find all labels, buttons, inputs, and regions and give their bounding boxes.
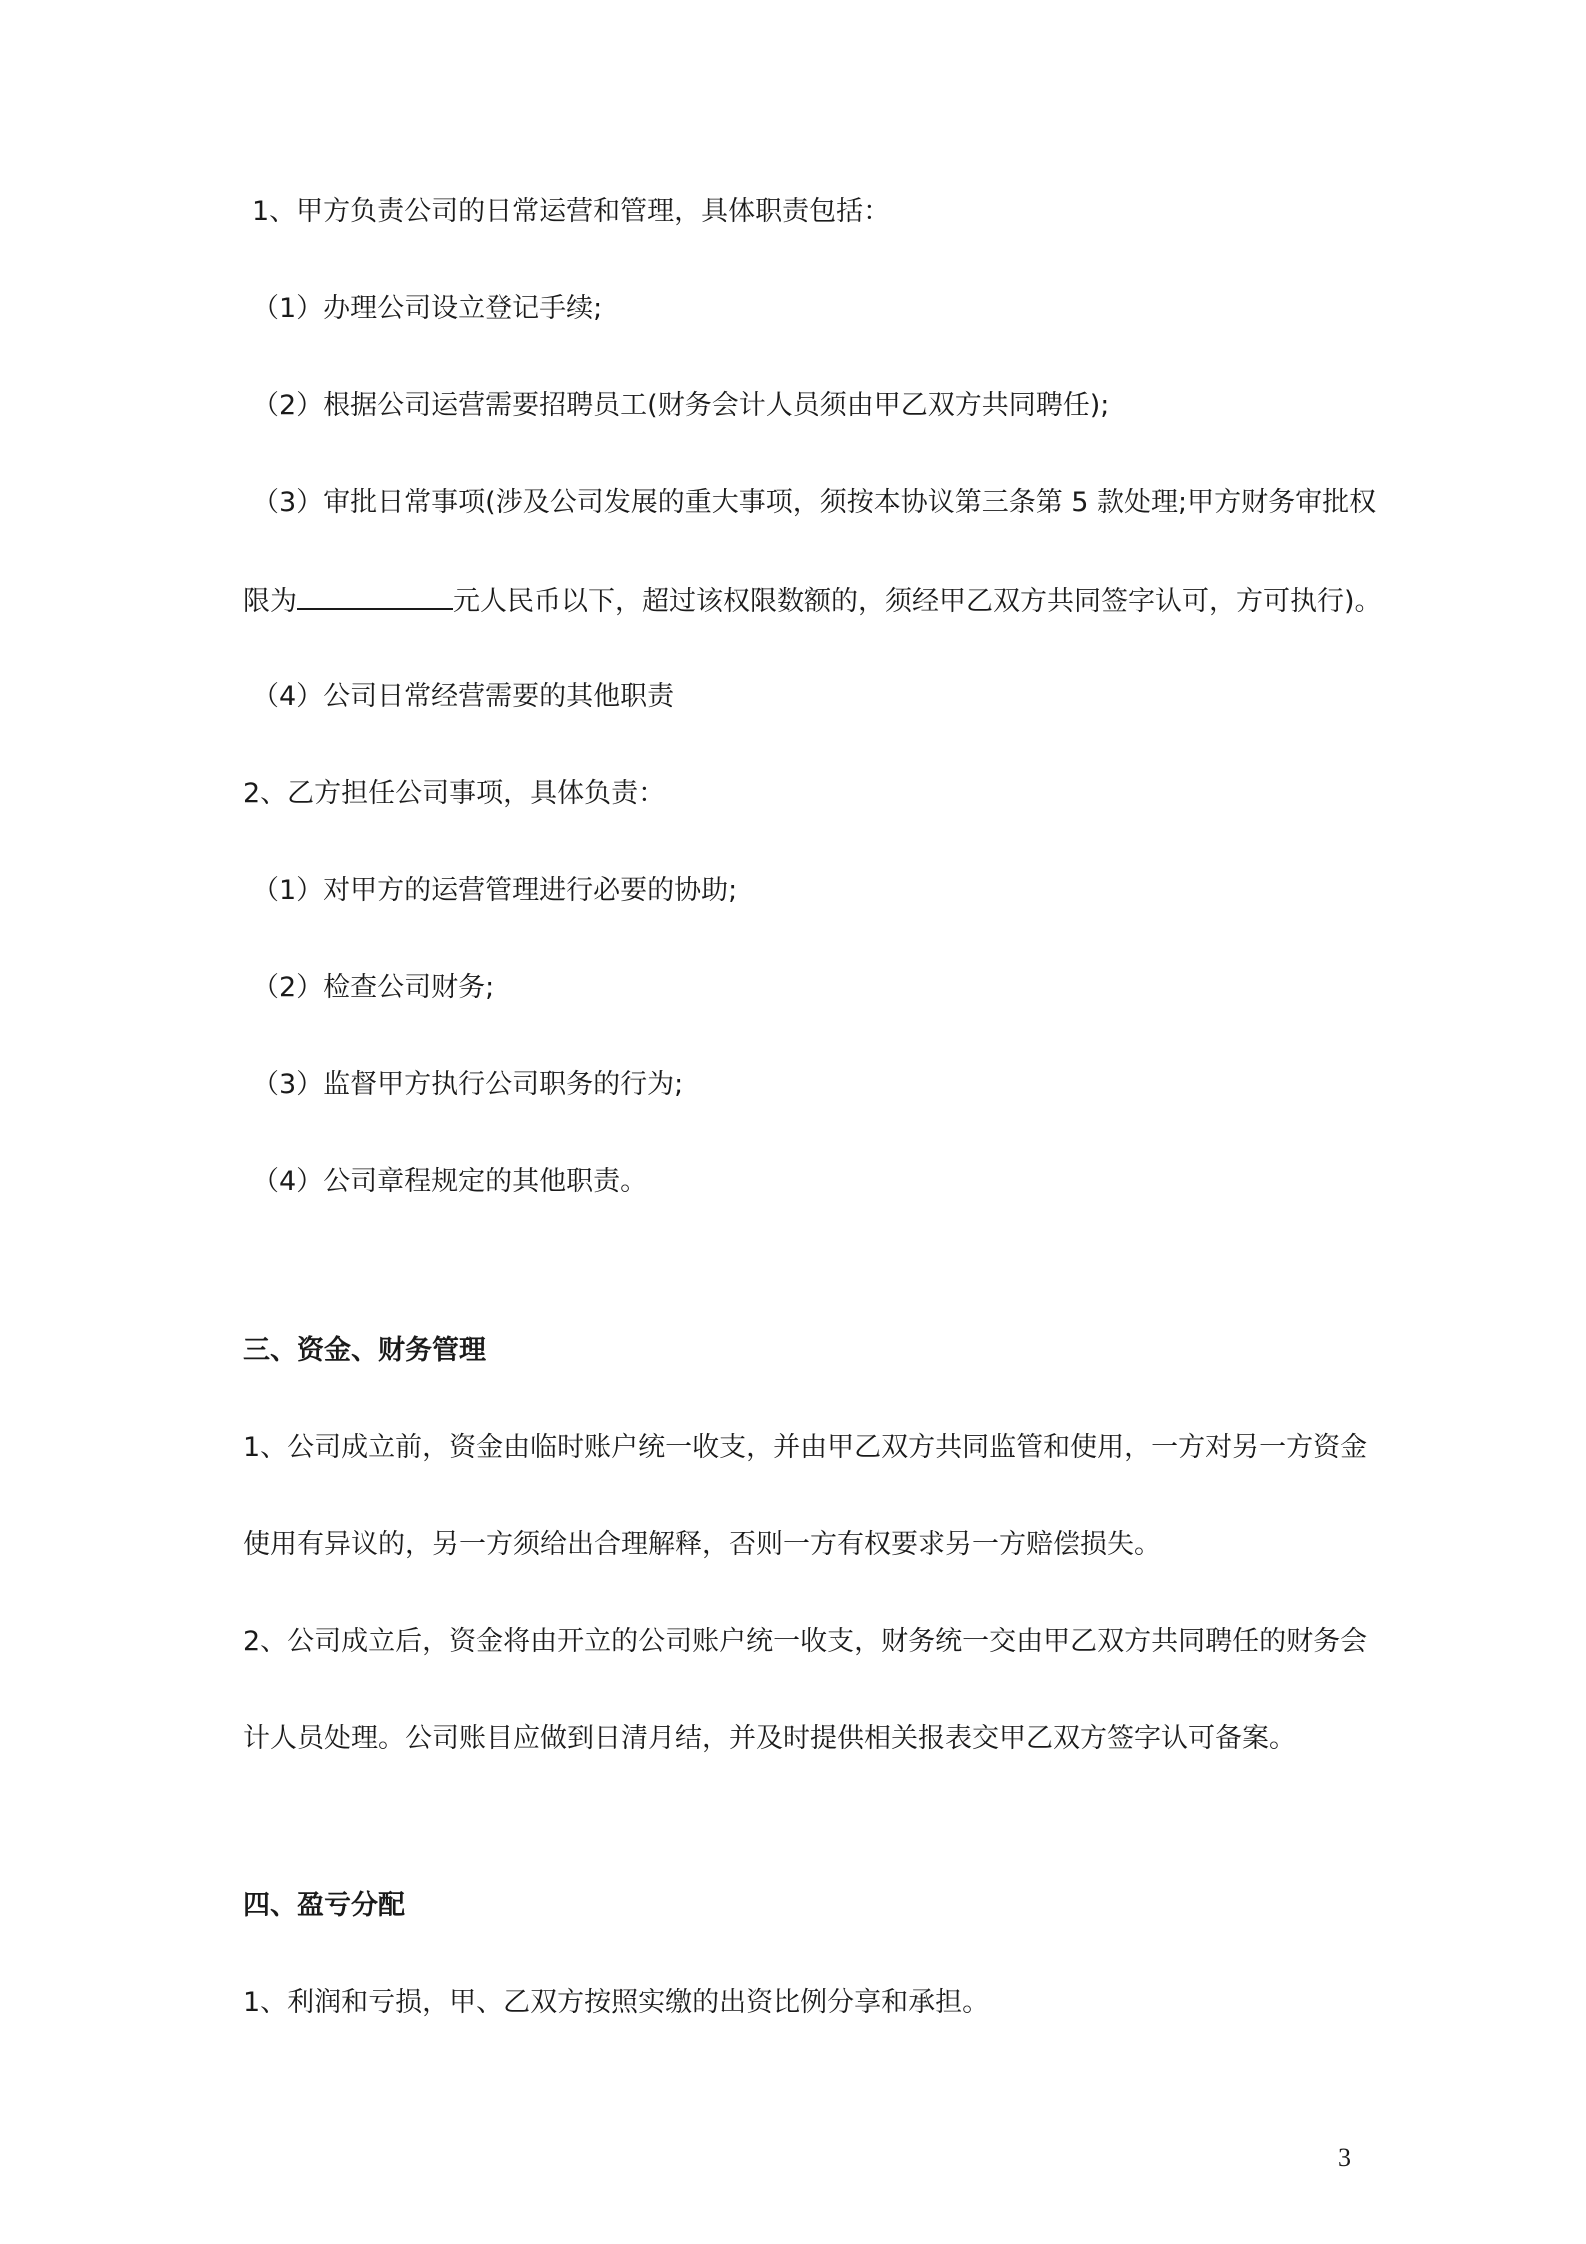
party-b-item-1: （1）对甲方的运营管理进行必要的协助; (252, 875, 738, 906)
party-b-item-2: （2）检查公司财务; (252, 972, 495, 1003)
section-4-heading: 四、盈亏分配 (243, 1890, 405, 1921)
section-3-paragraph-1-line-2: 使用有异议的，另一方须给出合理解释，否则一方有权要求另一方赔偿损失。 (243, 1529, 1161, 1560)
party-a-item-2: （2）根据公司运营需要招聘员工(财务会计人员须由甲乙双方共同聘任); (252, 390, 1110, 421)
approval-limit-blank (297, 580, 453, 610)
section-3-paragraph-2-line-2: 计人员处理。公司账目应做到日清月结，并及时提供相关报表交甲乙双方签字认可备案。 (243, 1723, 1296, 1754)
approval-limit-suffix: 元人民币以下，超过该权限数额的，须经甲乙双方共同签字认可，方可执行)。 (453, 586, 1382, 617)
party-b-duties-intro: 2、乙方担任公司事项，具体负责： (243, 778, 666, 809)
party-a-item-1: （1）办理公司设立登记手续; (252, 293, 603, 324)
section-3-heading: 三、资金、财务管理 (243, 1335, 486, 1366)
party-a-item-4: （4）公司日常经营需要的其他职责 (252, 681, 675, 712)
party-b-item-4: （4）公司章程规定的其他职责。 (252, 1166, 648, 1197)
section-4-paragraph-1: 1、利润和亏损，甲、乙双方按照实缴的出资比例分享和承担。 (243, 1987, 990, 2018)
section-3-paragraph-2-line-1: 2、公司成立后，资金将由开立的公司账户统一收支，财务统一交由甲乙双方共同聘任的财务会 (243, 1626, 1368, 1657)
section-3-paragraph-1-line-1: 1、公司成立前，资金由临时账户统一收支，并由甲乙双方共同监管和使用，一方对另一方资金 (243, 1432, 1368, 1463)
party-a-item-3: （3）审批日常事项(涉及公司发展的重大事项，须按本协议第三条第 5 款处理;甲方财务审批权 (252, 487, 1377, 518)
approval-limit-prefix: 限为 (243, 586, 297, 617)
approval-limit-line (243, 580, 1382, 622)
page-number: 3 (1338, 2143, 1351, 2172)
party-a-duties-intro: 1、甲方负责公司的日常运营和管理，具体职责包括： (252, 196, 891, 227)
party-b-item-3: （3）监督甲方执行公司职务的行为; (252, 1069, 684, 1100)
